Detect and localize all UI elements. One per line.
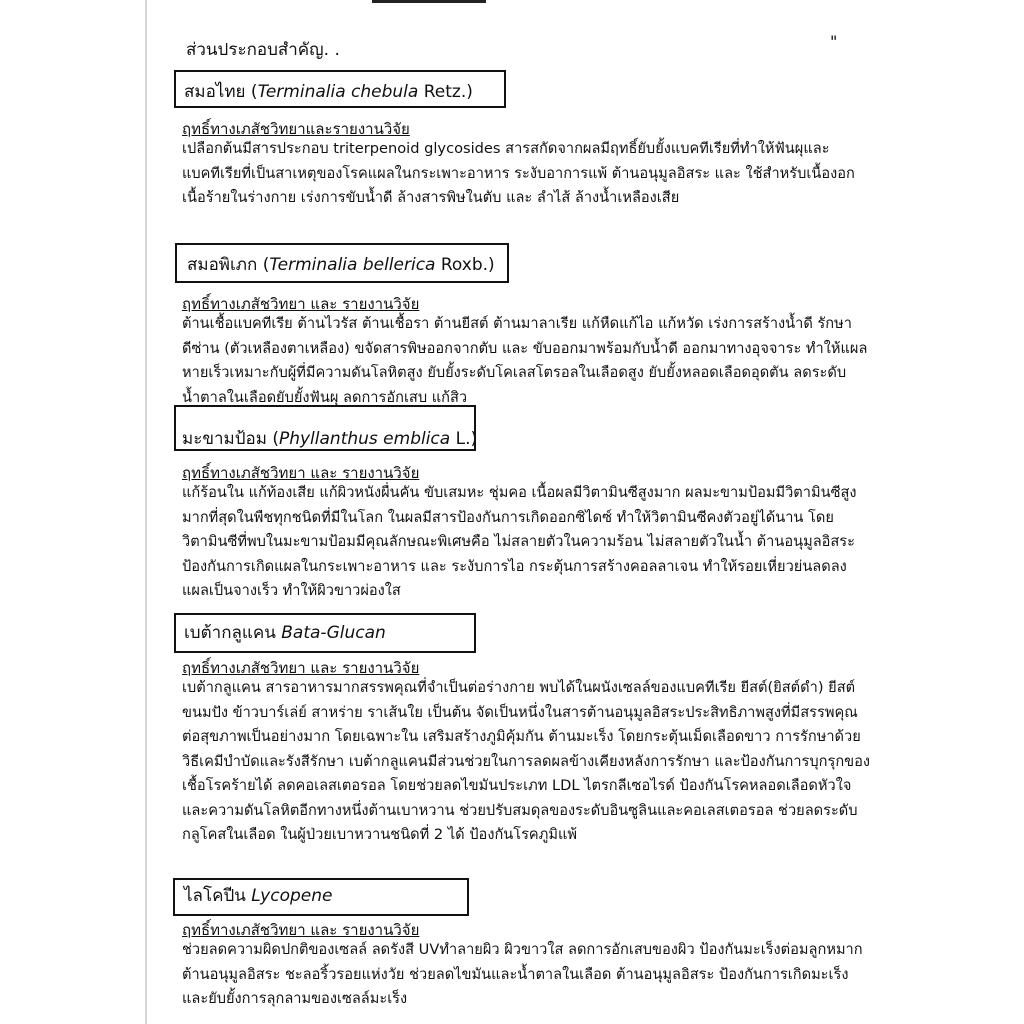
tick-mark: " bbox=[830, 32, 838, 51]
section-subheading: ฤทธิ์ทางเภสัชวิทยา และ รายงานวิจัย bbox=[182, 921, 420, 939]
section-heading: ไลโคปีน Lycopene bbox=[184, 886, 333, 906]
section-heading: สมอพิเภก (Terminalia bellerica Roxb.) bbox=[187, 255, 495, 275]
section-heading: เบต้ากลูแคน Bata-Glucan bbox=[184, 623, 386, 643]
section-body: ต้านเชื้อแบคทีเรีย ต้านไวรัส ต้านเชื้อรา ต้านยีสต์ ต้านมาลาเรีย แก้หืดแก้ไอ แก้หวัด เร่งการสร้างน้ำดี รักษาดีซ่าน (ตัวเหลืองตาเหลือง) ขจัดสารพิษออกจากตับ และ ขับออกมาพร้อมกับน้ำดี ออกมาทางอุจจาระ ทำให้แผลหายเร็วเหมาะกับผู้ที่มีความดันโลหิตสูง ยับยั้งระดับโคเลสโตรอลในเลือดสูง ยับยั้งหลอดเลือดอุดตัน ลดระดับน้ำตาลในเลือดยับยั้งฟันผุ ลดการอักเสบ แก้สิว bbox=[182, 315, 868, 406]
top-rule bbox=[372, 0, 486, 3]
section-heading: สมอไทย (Terminalia chebula Retz.) bbox=[184, 82, 473, 102]
page-margin-line bbox=[145, 0, 147, 1024]
section-heading: มะขามป้อม (Phyllanthus emblica L.) bbox=[182, 429, 478, 449]
section-subheading: ฤทธิ์ทางเภสัชวิทยา และ รายงานวิจัย bbox=[182, 659, 420, 677]
section-body: แก้ร้อนใน แก้ท้องเสีย แก้ผิวหนังผื่นคัน ขับเสมหะ ชุ่มคอ เนื้อผลมีวิตามินซีสูงมาก ผลมะขามป้อมมีวิตามินซีสูงมากที่สุดในพืชทุกชนิดที่มีในโลก ในผลมีสารป้องกันการเกิดออกซิไดซ์ ทำให้วิตามินซีคงตัวอยู่ได้นาน โดยวิตามินซีที่พบในมะขามป้อมมีคุณลักษณะพิเศษคือ ไม่สลายตัวในความร้อน ไม่สลายตัวในน้ำ ต้านอนุมูลอิสระ ป้องกันการเกิดแผลในกระเพาะอาหาร และ ระงับการไอ กระตุ้นการสร้างคอลลาเจน ทำให้รอยเหี่ยวย่นลดลง แผลเป็นจางเร็ว ทำให้ผิวขาวผ่องใส bbox=[182, 484, 857, 599]
section-body: ช่วยลดความผิดปกติของเซลล์ ลดรังสี UVทำลายผิว ผิวขาวใส ลดการอักเสบของผิว ป้องกันมะเร็งต่อมลูกหมาก ต้านอนุมูลอิสระ ชะลอริ้วรอยแห่งวัย ช่วยลดไขมันและน้ำตาลในเลือด ต้านอนุมูลอิสระ ป้องกันการเกิดมะเร็งและยับยั้งการลุกลามของเซลล์มะเร็ง bbox=[182, 941, 863, 1007]
section-subheading: ฤทธิ์ทางเภสัชวิทยาและรายงานวิจัย bbox=[182, 120, 410, 138]
section-subheading: ฤทธิ์ทางเภสัชวิทยา และ รายงานวิจัย bbox=[182, 464, 420, 482]
section-body: เบต้ากลูแคน สารอาหารมากสรรพคุณที่จำเป็นต่อร่างกาย พบได้ในผนังเซลล์ของแบคทีเรีย ยีสต์(ยิสต์ดำ) ยีสต์ขนมปัง ข้าวบาร์เล่ย์ สาหร่าย ราเส้นใย เป็นต้น จัดเป็นหนึ่งในสารต้านอนุมูลอิสระประสิทธิภาพสูงที่มีสรรพคุณต่อสุขภาพเป็นอย่างมาก โดยเฉพาะใน เสริมสร้างภูมิคุ้มกัน ต้านมะเร็ง โดยกระตุ้นเม็ดเลือดขาว การรักษาด้วยวิธีเคมีบำบัดและรังสีรักษา เบต้ากลูแคนมีส่วนช่วยในการลดผลข้างเคียงหลังการรักษา และป้องกันการบุกรุกของเชื้อโรคร้ายได้ ลดคอเลสเตอรอล โดยช่วยลดไขมันประเภท LDL ไตรกลีเซอไรด์ ป้องกันโรคหลอดเลือดหัวใจและความดันโลหิตอีกทางหนึ่งต้านเบาหวาน ช่วยปรับสมดุลของระดับอินซูลินและคอเลสเตอรอล ช่วยลดระดับกลูโคสในเลือด ในผู้ป่วยเบาหวานชนิดที่ 2 ได้ ป้องกันโรคภูมิแพ้ bbox=[182, 679, 871, 843]
section-subheading: ฤทธิ์ทางเภสัชวิทยา และ รายงานวิจัย bbox=[182, 295, 420, 313]
section-body: เปลือกต้นมีสารประกอบ triterpenoid glycosides สารสกัดจากผลมีฤทธิ์ยับยั้งแบคทีเรียที่ทำให้ฟันผุและแบคทีเรียที่เป็นสาเหตุของโรคแผลในกระเพาะอาหาร ระงับอาการแพ้ ต้านอนุมูลอิสระ และ ใช้สำหรับเนื้องอก เนื้อร้ายในร่างกาย เร่งการขับน้ำดี ล้างสารพิษในตับ และ ลำไส้ ล้างน้ำเหลืองเสีย bbox=[182, 140, 855, 206]
page-title: ส่วนประกอบสำคัญ. . bbox=[186, 40, 340, 60]
